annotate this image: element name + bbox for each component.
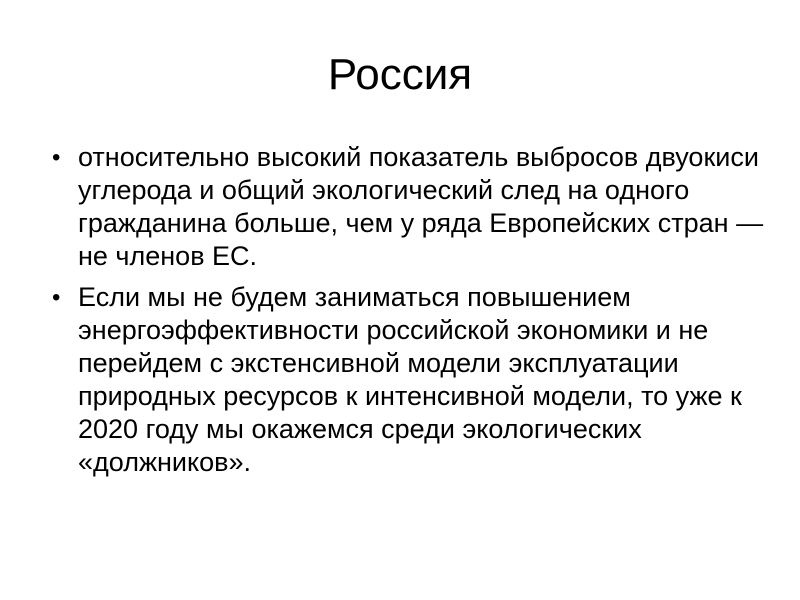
bullet-dot-icon: • [52, 144, 61, 171]
bullet-dot-icon: • [52, 284, 61, 311]
bullet-list [40, 141, 770, 487]
bullet-text: относительно высокий показатель выбросов двуокиси углерода и общий экологический след на одного гражданина больше, чем у ряда Европейских стран — не членов ЕС. [78, 142, 764, 271]
bullet-item [40, 141, 770, 273]
bullet-text: Если мы не будем заниматься повышением энергоэффективности российской экономики и не перейдем с экстенсивной модели эксплуатации природных ресурсов к интенсивной модели, то уже к 2020 году мы окажемся среди экологических «должников». [78, 282, 742, 477]
bullet-item [40, 281, 770, 479]
slide-title: Россия [327, 50, 473, 99]
